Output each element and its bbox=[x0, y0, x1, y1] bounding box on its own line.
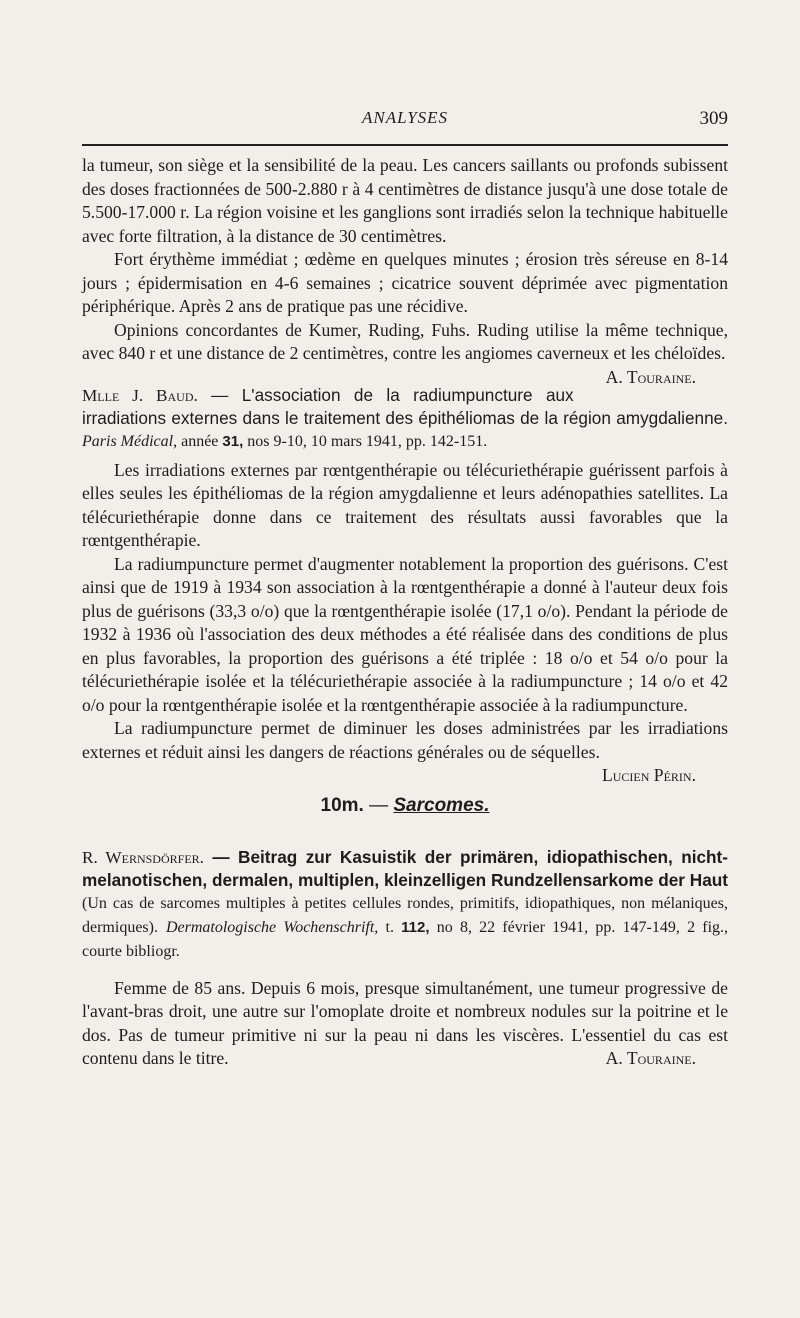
abstract-3-paragraph-1 bbox=[82, 977, 728, 1071]
abstract-3-paragraph-1-text: Femme de 85 ans. Depuis 6 mois, presque simultanément, une tumeur progressive de l'avant-bras droit, une autre sur l'omoplate droite et nombreux nodules sur la poitrine et le dos. Pas de tumeur primitive ni sur la peau ni dans les viscères. L'essentiel du cas est contenu dans le titre. bbox=[82, 977, 728, 1068]
header-rule bbox=[82, 144, 728, 146]
abstract-3-volume: 112, bbox=[401, 918, 430, 936]
abstract-2-issue: nos 9-10, 10 mars 1941, pp. 142-151. bbox=[247, 432, 488, 450]
abstract-1-signature: A. Touraine. bbox=[605, 366, 696, 387]
abstract-1-paragraph-2: Fort érythème immédiat ; œdème en quelques minutes ; érosion très séreuse en 8-14 jours ; épidermisation en 4-6 semaines ; cicatrice souvent déprimée avec pigmentation périphérique. Après 2 ans de pratique pas une récidive. bbox=[82, 249, 728, 316]
abstract-2-signature: Lucien Périn. bbox=[602, 765, 696, 785]
article-body bbox=[82, 154, 728, 1071]
abstract-3-tome-label: t. bbox=[385, 918, 394, 936]
abstract-3-source bbox=[82, 919, 728, 960]
section-heading bbox=[82, 794, 728, 818]
section-name: Sarcomes. bbox=[393, 795, 490, 816]
abstract-2-volume: 31, bbox=[222, 432, 244, 450]
abstract-2-author: Mlle J. Baud. bbox=[82, 385, 198, 405]
abstract-2-heading bbox=[82, 384, 728, 453]
running-header bbox=[82, 108, 728, 132]
abstract-2-title: — L'association de la radiumpuncture aux irradiations externes dans le traitement des épithéliomas de la région amygdalienne. bbox=[82, 384, 728, 428]
abstract-2-journal: Paris Médical, bbox=[82, 432, 178, 450]
abstract-1-paragraph-1: la tumeur, son siège et la sensibilité de la peau. Les cancers saillants ou profonds subissent des doses fractionnées de 500-2.880 r à 4 centimètres de distance jusqu'à une dose totale de 5.500-17.000 r. La région voisine et les ganglions sont irradiés selon la technique habituelle avec forte filtration, à la distance de 30 centimètres. bbox=[82, 155, 728, 246]
abstract-3-author: R. Wernsdörfer. bbox=[82, 847, 204, 867]
running-title: ANALYSES bbox=[361, 108, 449, 127]
abstract-3-heading bbox=[82, 846, 728, 963]
abstract-2-paragraph-3 bbox=[82, 717, 728, 785]
abstract-3-signature: A. Touraine. bbox=[605, 1048, 696, 1068]
abstract-2-paragraph-2: La radiumpuncture permet d'augmenter notablement la proportion des guérisons. C'est ainsi que de 1919 à 1934 son association à la rœntgenthérapie a donné à l'auteur deux fois plus de guérisons (33,3 o/o) que la rœntgenthérapie isolée (17,1 o/o). Pendant la période de 1932 à 1936 où l'association des deux méthodes a été réalisée dans des conditions de plus en plus favorables, la proportion des guérisons a été triplée : 18 o/o et 54 o/o pour la télécuriethérapie isolée et la télécuriethérapie associée à la radiumpuncture ; 14 o/o et 42 o/o pour la rœntgenthérapie isolée et la rœntgenthérapie associée à la radiumpuncture. bbox=[82, 553, 728, 715]
page-number: 309 bbox=[699, 108, 728, 129]
abstract-3-translation: (Un cas de sarcomes multiples à petites cellules rondes, primitifs, idiopathiques, non mélaniques, dermiques). bbox=[82, 894, 728, 936]
abstract-2-paragraph-3-text: La radiumpuncture permet de diminuer les doses administrées par les irradiations externes et réduit ainsi les dangers de réactions générales ou de séquelles. bbox=[82, 718, 728, 762]
abstract-3-journal: Dermatologische Wochenschrift, bbox=[165, 918, 379, 936]
section-dash: — bbox=[369, 795, 389, 816]
abstract-2-paragraph-1: Les irradiations externes par rœntgenthérapie ou télécuriethérapie guérissent parfois à elles seules les épithéliomas de la région amygdalienne et leurs adénopathies satellites. La télécuriethérapie donne dans ce traitement des résultats aussi favorables que la rœntgenthérapie. bbox=[82, 459, 728, 550]
abstract-2-source bbox=[82, 433, 487, 450]
abstract-2-year-label: année bbox=[181, 432, 219, 450]
abstract-1-paragraph-3-text: Opinions concordantes de Kumer, Ruding, Fuhs. Ruding utilise la même technique, avec 840 r et une distance de 2 centimètres, contre les angiomes caverneux et les chéloïdes. bbox=[82, 319, 728, 363]
section-number: 10m. bbox=[320, 795, 364, 816]
abstract-1-paragraph-3 bbox=[82, 319, 728, 387]
abstract-3-title: — Beitrag zur Kasuistik der primären, idiopathischen, nicht-melanotischen, dermalen, multiplen, kleinzelligen Rundzellensarkome der Haut bbox=[82, 846, 728, 890]
abstract-3-issue: no 8, 22 février 1941, pp. 147-149, 2 fig., courte bibliogr. bbox=[82, 918, 729, 960]
